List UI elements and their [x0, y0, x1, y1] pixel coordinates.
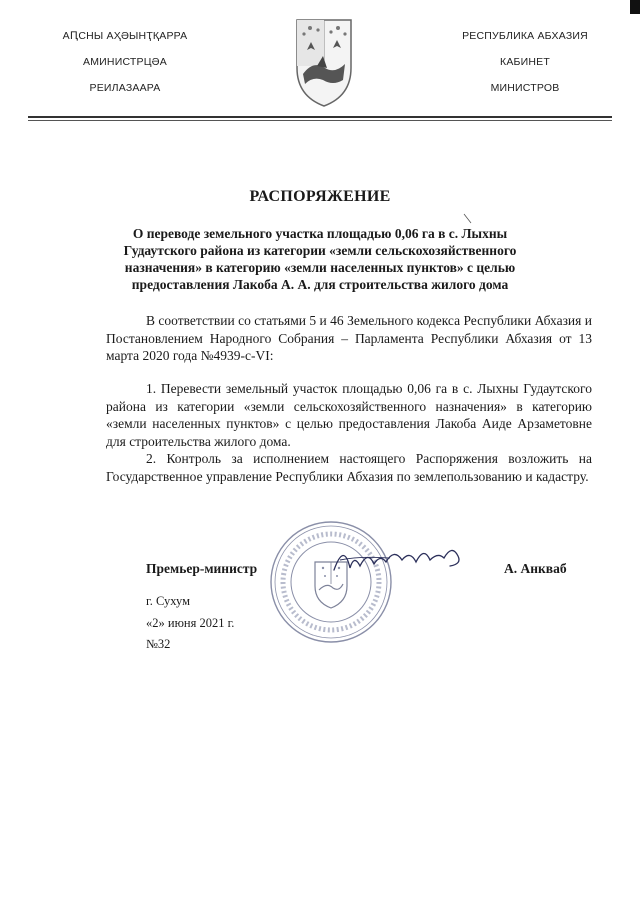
- header-right-line-1: РЕСПУБЛИКА АБХАЗИЯ: [462, 30, 588, 42]
- official-seal-icon: [267, 518, 395, 646]
- header-rule-thin: [28, 120, 612, 121]
- header-left-line-1: АԤСНЫ АҲӘЫНҬҚАРРА: [62, 30, 188, 42]
- header-right-line-3: МИНИСТРОВ: [490, 82, 560, 94]
- signatory-position: Премьер-министр: [146, 561, 258, 576]
- order-item-2: 2. Контроль за исполнением настоящего Распоряжения возложить на Государственное управление Республики Абхазия по землепользованию и кадастру.: [106, 451, 592, 484]
- preamble-paragraph: В соответствии со статьями 5 и 46 Земельного кодекса Республики Абхазия и Постановлением Народного Собрания – Парламента Республики Абхазия от 13 марта 2020 года №4939-с-VI:: [106, 313, 592, 363]
- order-item-1: 1. Перевести земельный участок площадью 0,06 га в с. Лыхны Гудаутского района из категории «земли сельскохозяйственного назначения» в категорию «земли населенных пунктов» с целью предоставления Лакоба Аиде Арзаметовне для строительства жилого дома.: [106, 381, 592, 449]
- header-right-block: [440, 28, 610, 106]
- header-left-block: [40, 28, 210, 106]
- issue-date: «2» июня 2021 г.: [146, 616, 235, 630]
- signatory-name: А. Анкваб: [504, 561, 567, 576]
- document-number: №32: [146, 637, 171, 651]
- header-right-line-2: КАБИНЕТ: [500, 56, 550, 68]
- header-left-line-2: АМИНИСТРЦӘА: [83, 56, 167, 68]
- scan-corner-mark: [630, 0, 640, 14]
- handwritten-signature-icon: [330, 540, 470, 580]
- document-title: РАСПОРЯЖЕНИЕ: [249, 188, 391, 205]
- header-left-line-3: РЕИЛАЗААРА: [89, 82, 161, 94]
- pen-mark-icon: [462, 212, 474, 224]
- state-emblem-icon: [293, 16, 355, 108]
- issue-city: г. Сухум: [146, 594, 191, 608]
- document-subject: О переводе земельного участка площадью 0,06 га в с. Лыхны Гудаутского района из категории «земли сельскохозяйственного назначения» в категорию «земли населенных пунктов» с целью предоставления Лакоба А. А. для строительства жилого дома: [123, 226, 517, 292]
- header-rule-thick: [28, 116, 612, 118]
